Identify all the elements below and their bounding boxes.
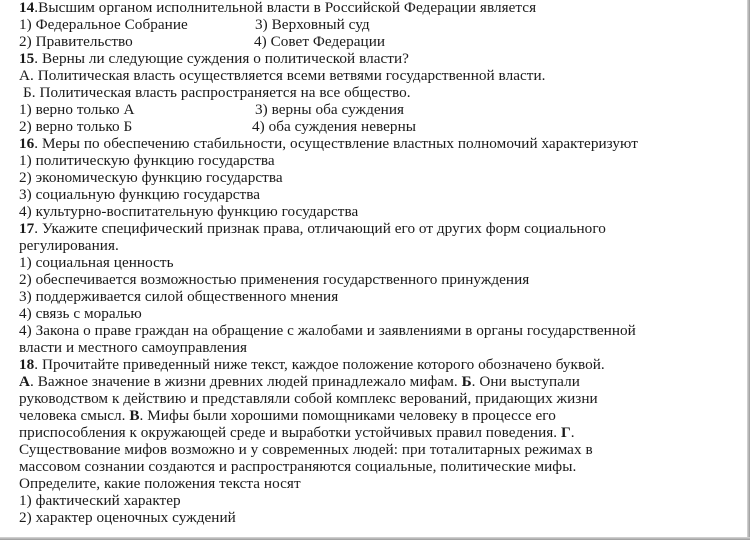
- question-15-stem: [19, 50, 731, 67]
- passage-sentence-a: . Важное значение в жизни древних людей принадлежало мифам.: [30, 373, 462, 390]
- question-14-options-row-2: [19, 33, 731, 50]
- question-14-text: .Высшим органом исполнительной власти в Российской Федерации является: [34, 0, 537, 16]
- question-18-passage-line-3: [19, 407, 731, 424]
- question-14-option-2: 2) Правительство: [19, 33, 133, 50]
- document-content: [19, 0, 731, 526]
- question-14-options-row-1: [19, 16, 731, 33]
- passage-label-g: Г: [561, 424, 571, 441]
- question-15-text: . Верны ли следующие суждения о политической власти?: [34, 50, 409, 67]
- question-17-option-2: 2) обеспечивается возможностью применения государственного принуждения: [19, 271, 530, 288]
- question-18-passage-line-5: Существование мифов возможно и у современных людей: при тоталитарных режимах в: [19, 441, 593, 458]
- question-18-passage-line-2: руководством к действию и представляли собой комплекс верований, придающих жизни: [19, 390, 598, 407]
- question-15-option-1: 1) верно только А: [19, 101, 135, 118]
- question-15-option-2: 2) верно только Б: [19, 118, 133, 135]
- question-15-options-row-1: [19, 101, 731, 118]
- question-15-options-row-2: [19, 118, 731, 135]
- question-15-option-3: 3) верны оба суждения: [255, 101, 405, 118]
- question-17-option-4: 4) связь с моралью: [19, 305, 142, 322]
- passage-sentence-b-start: . Они выступали: [471, 373, 580, 390]
- passage-label-b: Б: [461, 373, 472, 390]
- passage-sentence-v-end: приспособления к окружающей среде и выработки устойчивых правил поведения.: [19, 424, 561, 441]
- question-18-stem: [19, 356, 731, 373]
- question-17-text-line-2: регулирования.: [19, 237, 119, 254]
- passage-sentence-b-end: человека смысл.: [19, 407, 130, 424]
- question-17-number: 17: [19, 220, 35, 237]
- passage-label-a: А: [19, 373, 31, 390]
- question-17-text-line-1: . Укажите специфический признак права, отличающий его от других форм социального: [34, 220, 606, 237]
- question-18-passage-line-6: массовом сознании создаются и распространяются социальные, политические мифы.: [19, 458, 577, 475]
- question-14-option-4: 4) Совет Федерации: [254, 33, 386, 50]
- passage-sentence-v-start: . Мифы были хорошими помощниками человеку в процессе его: [139, 407, 556, 424]
- question-14-number: 14: [19, 0, 35, 16]
- question-15-statement-a: А. Политическая власть осуществляется всеми ветвями государственной власти.: [19, 67, 546, 84]
- question-18-number: 18: [19, 356, 35, 373]
- question-18-option-1: 1) фактический характер: [19, 492, 181, 509]
- question-14-option-3: 3) Верховный суд: [255, 16, 370, 33]
- question-15-statement-b: Б. Политическая власть распространяется на все общество.: [23, 84, 411, 101]
- question-17-stem: [19, 220, 731, 237]
- question-15-number: 15: [19, 50, 35, 67]
- question-16-number: 16: [19, 135, 35, 152]
- question-16-text: . Меры по обеспечению стабильности, осуществление властных полномочий характеризуют: [34, 135, 638, 152]
- question-18-prompt: Определите, какие положения текста носят: [19, 475, 301, 492]
- passage-label-g-period: .: [570, 424, 575, 441]
- question-17-option-5-line-1: 4) Закона о праве граждан на обращение с жалобами и заявлениями в органы государственной: [19, 322, 636, 339]
- question-18-passage-line-1: [19, 373, 731, 390]
- question-16-option-4: 4) культурно-воспитательную функцию государства: [19, 203, 359, 220]
- question-17-option-3: 3) поддерживается силой общественного мнения: [19, 288, 339, 305]
- passage-label-v: В: [129, 407, 140, 424]
- question-18-option-2: 2) характер оценочных суждений: [19, 509, 236, 526]
- question-14-option-1: 1) Федеральное Собрание: [19, 16, 188, 33]
- question-16-stem: [19, 135, 731, 152]
- question-14-stem: [19, 0, 731, 16]
- question-17-option-1: 1) социальная ценность: [19, 254, 174, 271]
- question-16-option-1: 1) политическую функцию государства: [19, 152, 275, 169]
- question-15-option-4: 4) оба суждения неверны: [252, 118, 417, 135]
- question-16-option-3: 3) социальную функцию государства: [19, 186, 261, 203]
- question-18-passage-line-4: [19, 424, 731, 441]
- question-16-option-2: 2) экономическую функцию государства: [19, 169, 283, 186]
- question-17-option-5-line-2: власти и местного самоуправления: [19, 339, 248, 356]
- question-18-text: . Прочитайте приведенный ниже текст, каждое положение которого обозначено буквой.: [34, 356, 605, 373]
